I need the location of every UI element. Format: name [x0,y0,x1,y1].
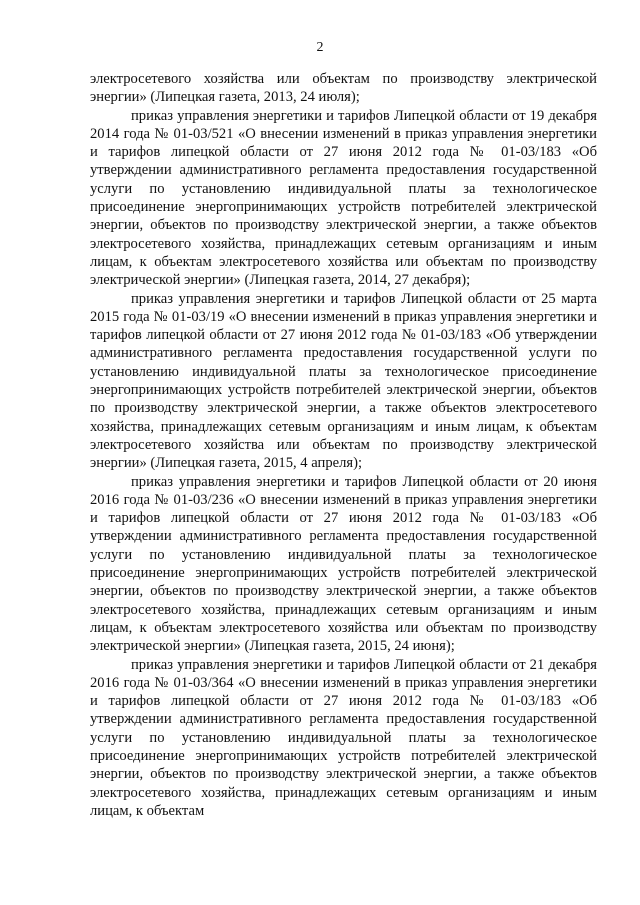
page-number: 2 [316,40,324,55]
paragraph-order-2016-12-21: приказ управления энергетики и тарифов Липецкой области от 21 декабря 2016 года № 01-03/364 «О внесении изменений в приказ управления энергетики и тарифов липецкой области от 27 июня 2012 года № 01-03/183 «Об утверждении административного регламента предоставления государственной услуги по установлению индивидуальной платы за технологическое присоединение энергопринимающих устройств потребителей электрической энергии, объектов по производству электрической энергии, а также объектов электросетевого хозяйства, принадлежащих сетевым организациям и иным лицам, к объектам [90,656,597,819]
paragraph-continuation: электросетевого хозяйства или объектам по производству электрической энергии» (Липецкая газета, 2013, 24 июля); [90,71,597,106]
paragraph-order-2015-03-25: приказ управления энергетики и тарифов Липецкой области от 25 марта 2015 года № 01-03/19 «О внесении изменений в приказ управления энергетики и тарифов липецкой области от 27 июня 2012 года № 01-03/183 «Об утверждении административного регламента предоставления государственной услуги по установлению индивидуальной платы за технологическое присоединение энергопринимающих устройств потребителей электрической энергии, объектов по производству электрической энергии, а также объектов электросетевого хозяйства, принадлежащих сетевым организациям и иным лицам, к объектам электросетевого хозяйства или объектам по производству электрической энергии» (Липецкая газета, 2015, 4 апреля); [90,290,597,472]
paragraph-order-2016-06-20: приказ управления энергетики и тарифов Липецкой области от 20 июня 2016 года № 01-03/236 «О внесении изменений в приказ управления энергетики и тарифов липецкой области от 27 июня 2012 года № 01-03/183 «Об утверждении административного регламента предоставления государственной услуги по установлению индивидуальной платы за технологическое присоединение энергопринимающих устройств потребителей электрической энергии, объектов по производству электрической энергии, а также объектов электросетевого хозяйства, принадлежащих сетевым организациям и иным лицам, к объектам электросетевого хозяйства или объектам по производству электрической энергии» (Липецкая газета, 2015, 24 июня); [90,473,597,655]
paragraph-order-2014-12-19: приказ управления энергетики и тарифов Липецкой области от 19 декабря 2014 года № 01-03/521 «О внесении изменений в приказ управления энергетики и тарифов липецкой области от 27 июня 2012 года № 01-03/183 «Об утверждении административного регламента предоставления государственной услуги по установлению индивидуальной платы за технологическое присоединение энергопринимающих устройств потребителей электрической энергии, объектов по производству электрической энергии, а также объектов электросетевого хозяйства, принадлежащих сетевым организациям и иным лицам, к объектам электросетевого хозяйства или объектам по производству электрической энергии» (Липецкая газета, 2014, 27 декабря); [90,107,597,289]
document-body [90,70,597,820]
